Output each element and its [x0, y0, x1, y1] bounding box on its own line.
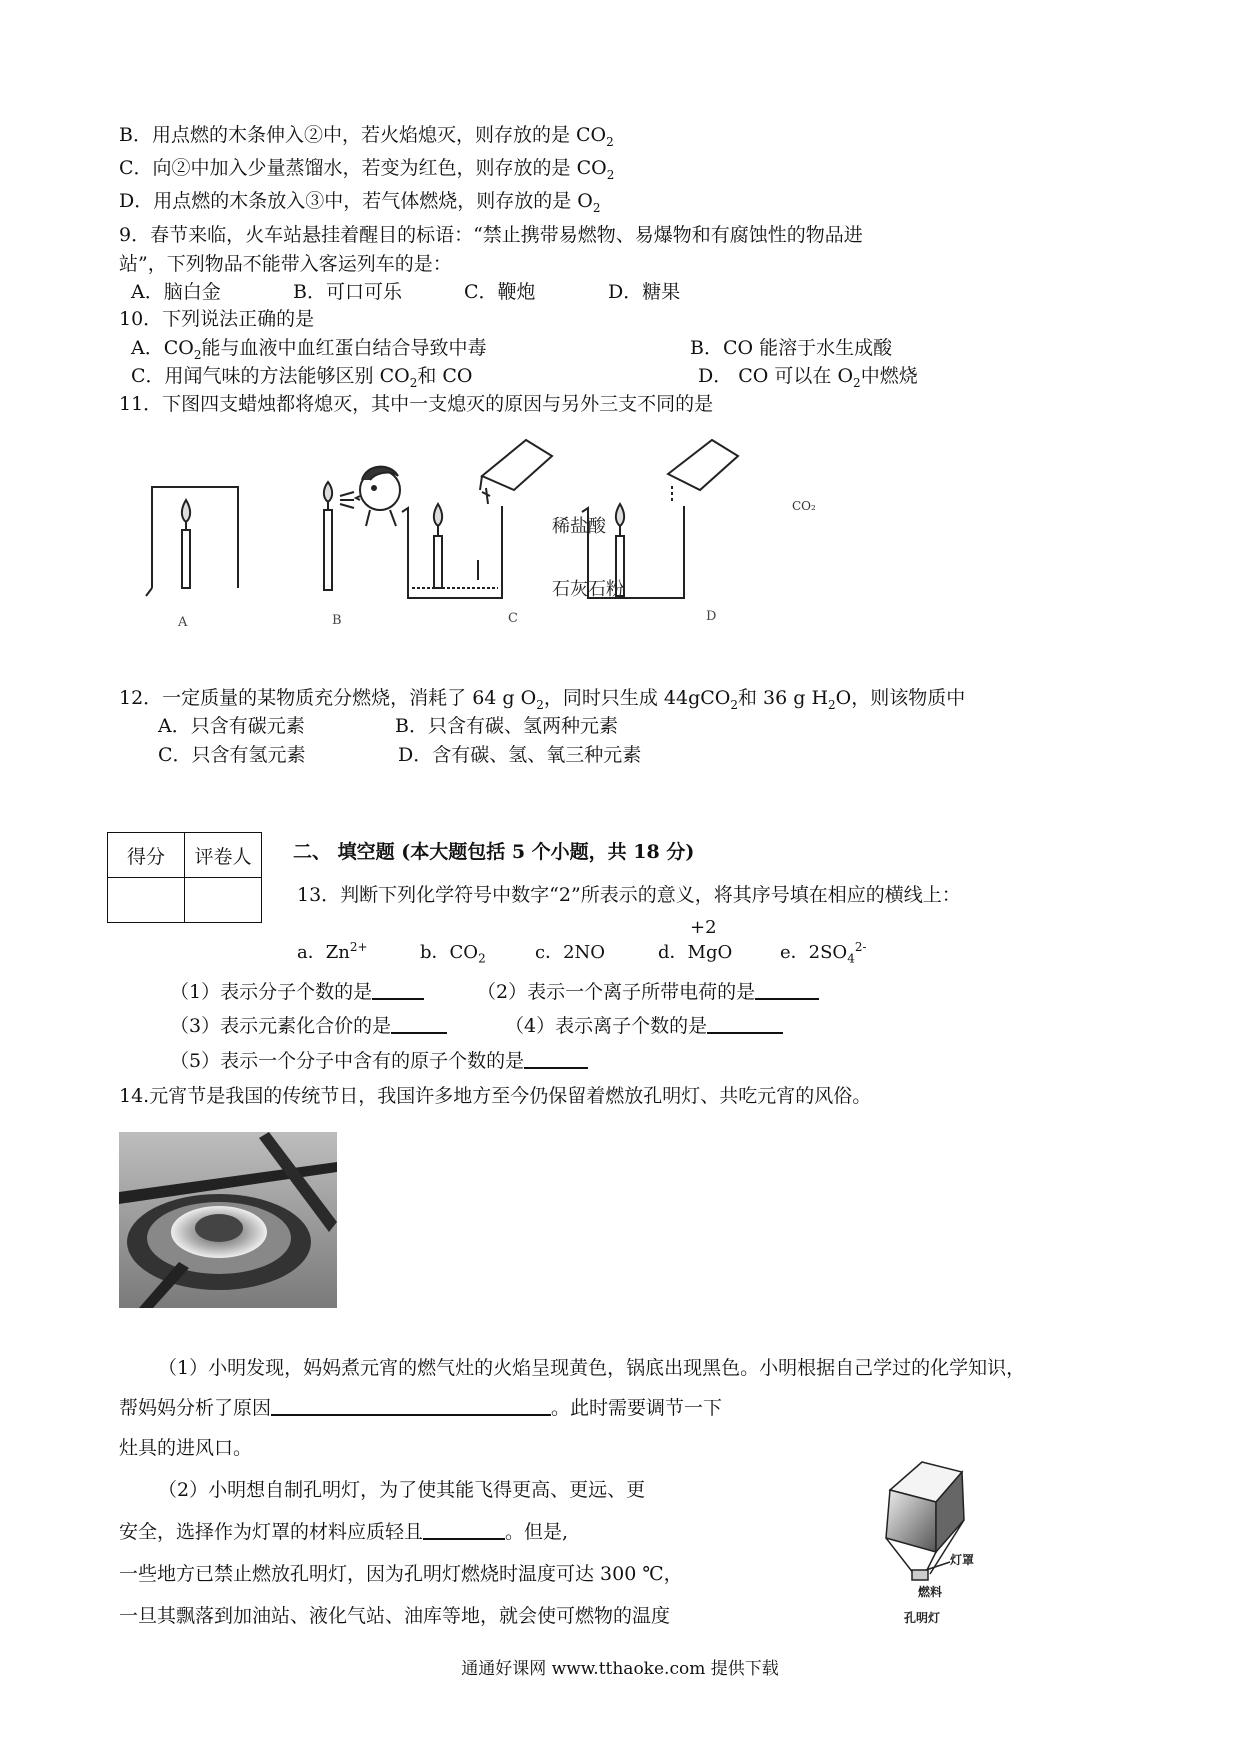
q13-symbol-b: b．$CO_2$	[420, 942, 486, 966]
candle-a-jar	[146, 487, 238, 596]
lantern-shade-label: 灯罩	[950, 1553, 975, 1567]
section-title: 二、 填空题 (本大题包括 5 个小题，共 18 分)	[293, 841, 695, 863]
answer-blank-5[interactable]	[524, 1049, 588, 1069]
q14-part2-line4: 一旦其飘落到加油站、液化气站、油库等地，就会使可燃物的温度	[119, 1605, 671, 1627]
q9-option-d: D．糖果	[608, 281, 681, 303]
q10-option-d: D． CO 可以在 $O_2$中燃烧	[698, 365, 918, 390]
score-table	[107, 832, 262, 923]
q13-part5: （5）表示一个分子中含有的原子个数的是	[170, 1049, 588, 1073]
q12-stem: 12．一定质量的某物质充分燃烧，消耗了 64 g $O_2$，同时只生成 44gCO$_2$和 36 g $H_2O$，则该物质中	[119, 687, 966, 712]
label-c: C	[508, 611, 518, 626]
label-acid: 稀盐酸	[552, 516, 606, 537]
answer-blank-reason[interactable]	[271, 1396, 551, 1416]
answer-blank-material[interactable]	[423, 1520, 505, 1540]
q12-option-c: C．只含有氢元素	[158, 744, 306, 766]
q13-part2: （2）表示一个离子所带电荷的是	[477, 980, 819, 1004]
q14-part2-line2: 安全，选择作为灯罩的材料应质轻且 。但是,	[119, 1521, 569, 1543]
q13-symbol-d: d．MgO	[658, 942, 733, 963]
q14-part1-line2: 帮妈妈分析了原因 。此时需要调节一下	[119, 1397, 723, 1419]
label-co2: CO₂	[792, 499, 816, 513]
q14-stem: 14.元宵节是我国的传统节日，我国许多地方至今仍保留着燃放孔明灯、共吃元宵的风俗。	[119, 1085, 872, 1107]
q13-stem: 13．判断下列化学符号中数字“2”所表示的意义，将其序号填在相应的横线上：	[297, 884, 961, 906]
q10-option-b: B．CO 能溶于水生成酸	[690, 337, 893, 359]
grader-header: 评卷人	[185, 833, 262, 878]
page-footer: 通通好课网 www.tthaoke.com 提供下载	[461, 1659, 779, 1679]
q14-part2-line1: （2）小明想自制孔明灯，为了使其能飞得更高、更远、更	[158, 1479, 646, 1501]
candle-b-blowing	[324, 467, 400, 590]
q14-part2-line3: 一些地方已禁止燃放孔明灯，因为孔明灯燃烧时温度可达 300 ℃，	[119, 1563, 683, 1585]
q12-option-b: B．只含有碳、氢两种元素	[395, 715, 618, 737]
q13-part3: （3）表示元素化合价的是	[170, 1014, 447, 1038]
lantern-figure	[870, 1458, 1020, 1626]
label-a: A	[178, 615, 188, 630]
q9-stem-cont: 站”，下列物品不能带入客运列车的是：	[119, 253, 452, 275]
mgo-valence: +2	[690, 917, 717, 938]
answer-blank-3[interactable]	[391, 1014, 447, 1034]
gas-stove-photo	[119, 1132, 337, 1308]
q14-part1-line1: （1）小明发现，妈妈煮元宵的燃气灶的火焰呈现黄色，锅底出现黑色。小明根据自己学过的化学知识，	[158, 1357, 1026, 1379]
q8-option-d: D．用点燃的木条放入③中，若气体燃烧，则存放的是 $O_2$	[119, 190, 601, 215]
q10-stem: 10．下列说法正确的是	[119, 308, 315, 330]
q9-option-c: C．鞭炮	[464, 281, 536, 303]
q11-stem: 11．下图四支蜡烛都将熄灭，其中一支熄灭的原因与另外三支不同的是	[119, 393, 714, 415]
lantern-fuel-label: 燃料	[918, 1585, 943, 1599]
label-limestone: 石灰石粉	[552, 579, 624, 600]
q9-stem: 9．春节来临，火车站悬挂着醒目的标语：“禁止携带易燃物、易爆物和有腐蚀性的物品进	[119, 224, 863, 246]
lantern-name-label: 孔明灯	[904, 1611, 941, 1625]
q13-part1: （1）表示分子个数的是	[170, 980, 424, 1004]
q12-option-a: A．只含有碳元素	[158, 715, 305, 737]
answer-blank-2[interactable]	[755, 980, 819, 1000]
answer-blank-1[interactable]	[372, 980, 424, 1000]
q13-symbol-e: e．$2SO_4^{2-}$	[780, 940, 867, 966]
q10-option-a: A．$CO_2$能与血液中血红蛋白结合导致中毒	[131, 337, 487, 362]
q12-option-d: D．含有碳、氢、氧三种元素	[398, 744, 642, 766]
q13-part4: （4）表示离子个数的是	[505, 1014, 783, 1038]
q8-option-c: C．向②中加入少量蒸馏水，若变为红色，则存放的是 $CO_2$	[119, 157, 615, 182]
grader-cell[interactable]	[185, 878, 262, 923]
label-b: B	[332, 613, 342, 628]
score-cell[interactable]	[108, 878, 185, 923]
q9-option-b: B．可口可乐	[293, 281, 402, 303]
score-header: 得分	[108, 833, 185, 878]
q14-part1-line3: 灶具的进风口。	[119, 1437, 253, 1459]
q13-symbol-a: a．$Zn^{2+}$	[297, 940, 368, 963]
candle-c-beaker	[402, 440, 552, 598]
q10-option-c: C．用闻气味的方法能够区别 $CO_2$和 CO	[131, 365, 473, 390]
q13-symbol-c: c．2NO	[535, 942, 606, 963]
q9-option-a: A．脑白金	[131, 281, 221, 303]
answer-blank-4[interactable]	[707, 1014, 783, 1034]
label-d: D	[706, 609, 717, 624]
candle-figure	[140, 430, 940, 650]
q8-option-b: B．用点燃的木条伸入②中，若火焰熄灭，则存放的是 $CO_2$	[119, 124, 614, 149]
